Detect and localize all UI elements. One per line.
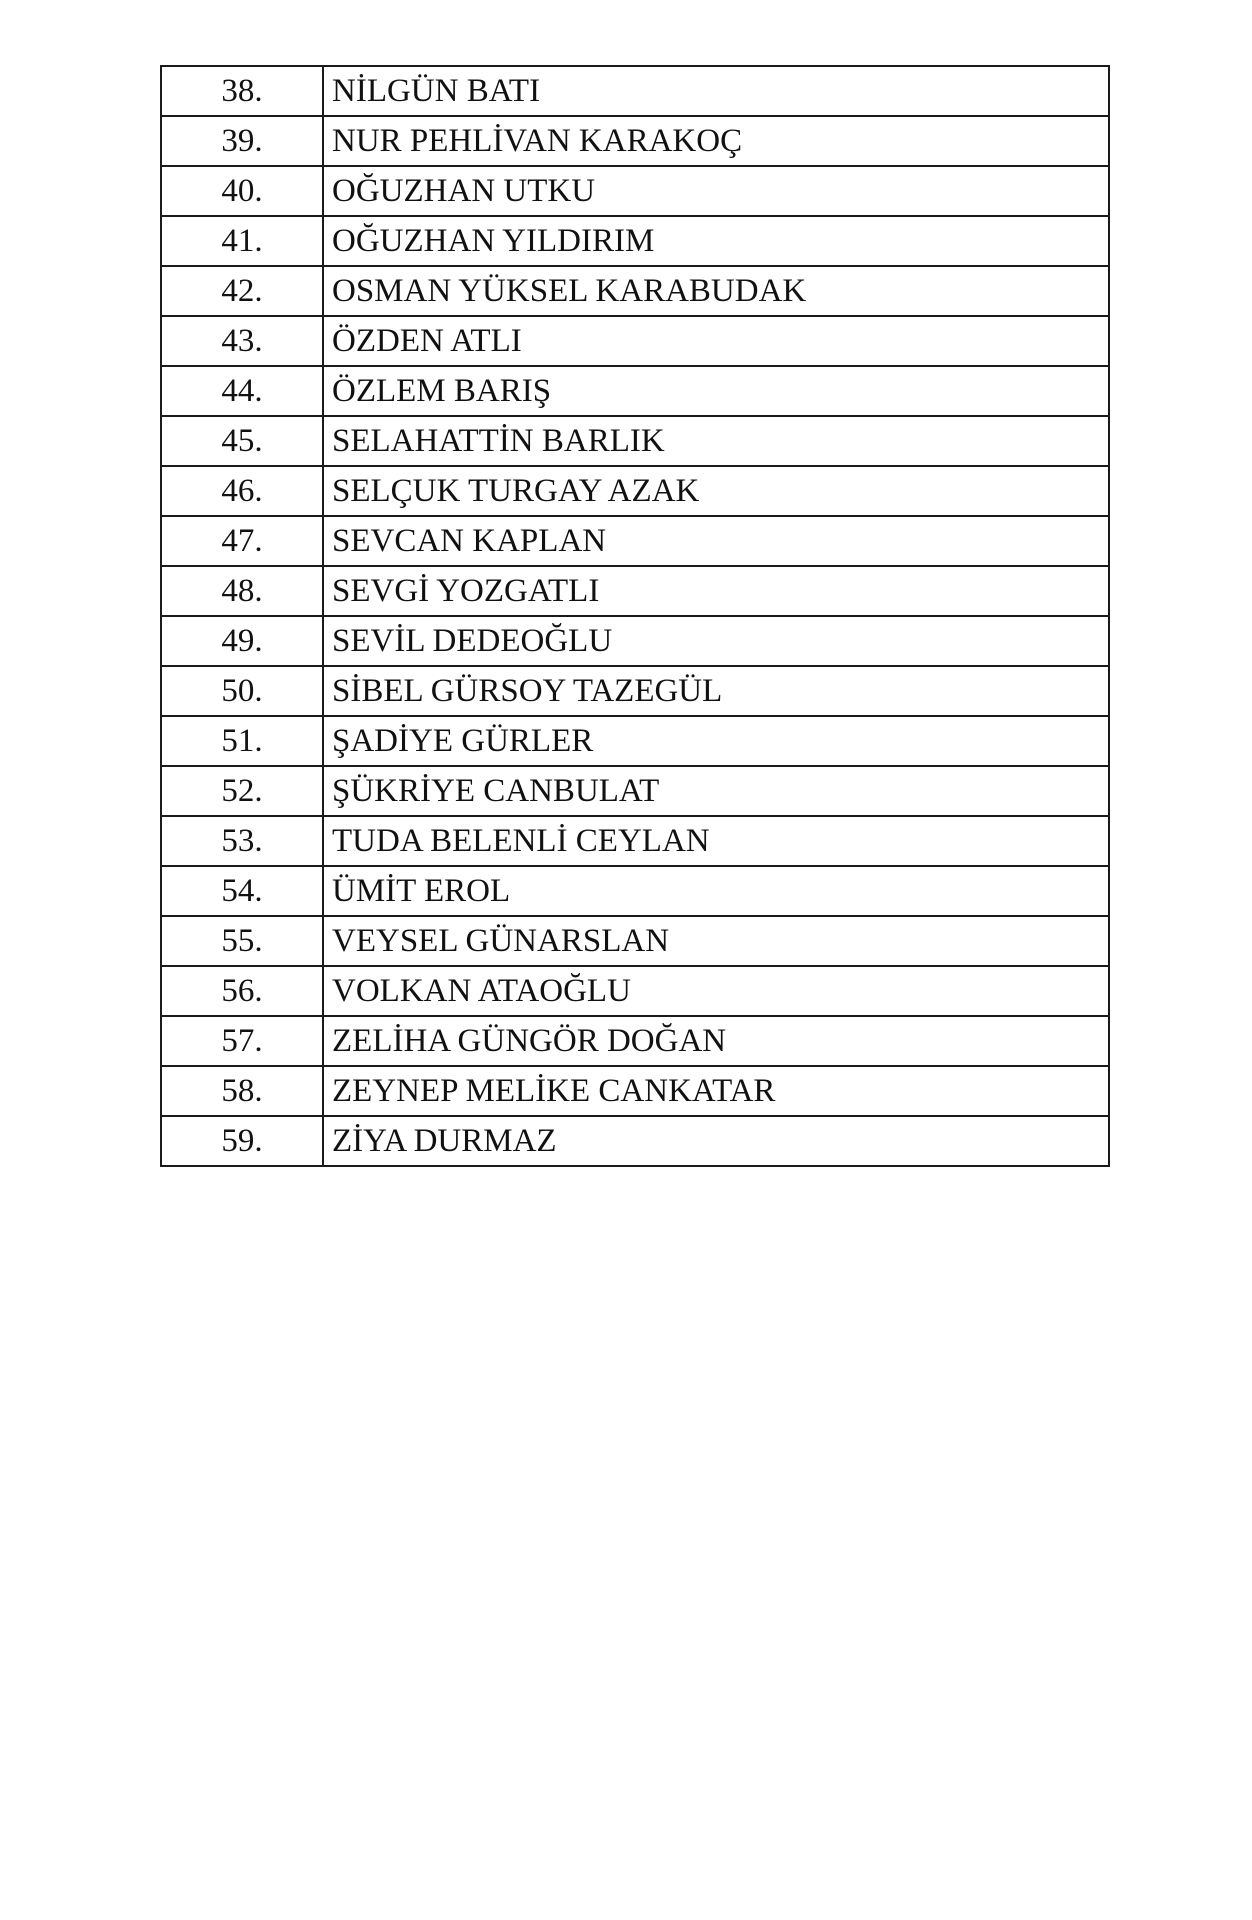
- row-name: ÖZLEM BARIŞ: [323, 366, 1109, 416]
- name-list-body: [161, 66, 1109, 1166]
- row-name: VOLKAN ATAOĞLU: [323, 966, 1109, 1016]
- row-name: ÖZDEN ATLI: [323, 316, 1109, 366]
- row-name: ÜMİT EROL: [323, 866, 1109, 916]
- table-row: [161, 566, 1109, 616]
- row-name: ZEYNEP MELİKE CANKATAR: [323, 1066, 1109, 1116]
- table-row: [161, 266, 1109, 316]
- table-row: [161, 116, 1109, 166]
- table-row: [161, 966, 1109, 1016]
- row-number: 47.: [161, 516, 323, 566]
- row-name: OĞUZHAN YILDIRIM: [323, 216, 1109, 266]
- table-row: [161, 366, 1109, 416]
- table-row: [161, 1116, 1109, 1166]
- row-number: 50.: [161, 666, 323, 716]
- row-number: 51.: [161, 716, 323, 766]
- table-row: [161, 1066, 1109, 1116]
- table-row: [161, 516, 1109, 566]
- row-number: 41.: [161, 216, 323, 266]
- table-row: [161, 716, 1109, 766]
- row-name: NUR PEHLİVAN KARAKOÇ: [323, 116, 1109, 166]
- row-name: VEYSEL GÜNARSLAN: [323, 916, 1109, 966]
- row-number: 57.: [161, 1016, 323, 1066]
- row-name: OSMAN YÜKSEL KARABUDAK: [323, 266, 1109, 316]
- row-number: 53.: [161, 816, 323, 866]
- row-number: 42.: [161, 266, 323, 316]
- row-name: SEVCAN KAPLAN: [323, 516, 1109, 566]
- row-number: 46.: [161, 466, 323, 516]
- row-name: TUDA BELENLİ CEYLAN: [323, 816, 1109, 866]
- table-row: [161, 766, 1109, 816]
- table-row: [161, 316, 1109, 366]
- table-row: [161, 66, 1109, 116]
- row-number: 39.: [161, 116, 323, 166]
- row-number: 38.: [161, 66, 323, 116]
- row-number: 54.: [161, 866, 323, 916]
- table-row: [161, 816, 1109, 866]
- row-number: 56.: [161, 966, 323, 1016]
- table-row: [161, 416, 1109, 466]
- table-row: [161, 466, 1109, 516]
- row-number: 48.: [161, 566, 323, 616]
- row-name: NİLGÜN BATI: [323, 66, 1109, 116]
- table-row: [161, 616, 1109, 666]
- table-row: [161, 1016, 1109, 1066]
- row-name: SELAHATTİN BARLIK: [323, 416, 1109, 466]
- row-name: SEVGİ YOZGATLI: [323, 566, 1109, 616]
- row-number: 45.: [161, 416, 323, 466]
- row-name: ŞADİYE GÜRLER: [323, 716, 1109, 766]
- row-number: 59.: [161, 1116, 323, 1166]
- table-row: [161, 916, 1109, 966]
- row-number: 43.: [161, 316, 323, 366]
- row-number: 55.: [161, 916, 323, 966]
- row-name: SİBEL GÜRSOY TAZEGÜL: [323, 666, 1109, 716]
- row-name: ZELİHA GÜNGÖR DOĞAN: [323, 1016, 1109, 1066]
- row-number: 40.: [161, 166, 323, 216]
- row-number: 44.: [161, 366, 323, 416]
- table-row: [161, 666, 1109, 716]
- row-number: 49.: [161, 616, 323, 666]
- row-name: ZİYA DURMAZ: [323, 1116, 1109, 1166]
- table-row: [161, 166, 1109, 216]
- row-name: ŞÜKRİYE CANBULAT: [323, 766, 1109, 816]
- row-name: SELÇUK TURGAY AZAK: [323, 466, 1109, 516]
- table-row: [161, 866, 1109, 916]
- row-number: 58.: [161, 1066, 323, 1116]
- table-row: [161, 216, 1109, 266]
- row-number: 52.: [161, 766, 323, 816]
- name-list-table: [160, 65, 1110, 1167]
- row-name: OĞUZHAN UTKU: [323, 166, 1109, 216]
- row-name: SEVİL DEDEOĞLU: [323, 616, 1109, 666]
